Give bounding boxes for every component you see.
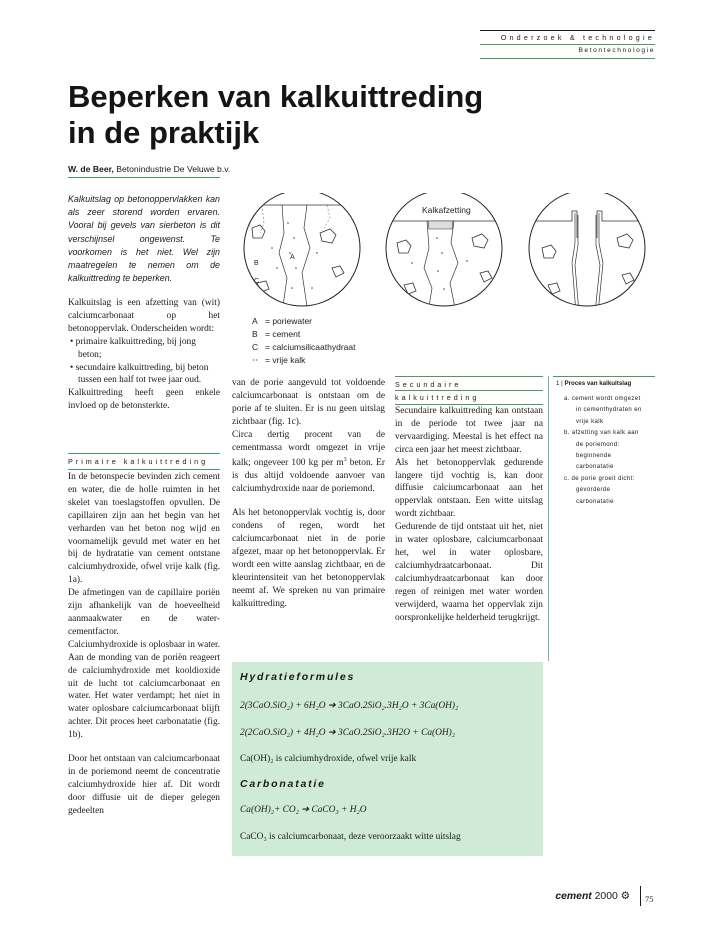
type-list (68, 336, 220, 388)
caption-line: de poriemond: (576, 441, 620, 448)
legend-text: = calciumsilicaathydraat (265, 342, 356, 352)
header-rule-mid (480, 44, 655, 45)
formula-line: Ca(OH)₂+ CO₂ ➔ CaCO₃ + H₂O (240, 805, 367, 815)
formula-note: CaCO₃ is calciumcarbonaat, deze veroorzaakt witte uitslag (240, 832, 461, 842)
heading-rule (68, 469, 220, 470)
page-number: 75 (645, 895, 654, 904)
formula-line: 2(3CaO.SiO₂) + 6H₂O ➔ 3CaO.2SiO₂.3H₂O + 3Ca(OH)₂ (240, 701, 459, 711)
caption-line: c. de porie groeit dicht: (564, 475, 635, 482)
caption-line: a. cement wordt omgezet (564, 396, 641, 402)
paragraph: Als het betonoppervlak gedurende langere tijd vochtig is, kan door diffusie calciumcarbonaat aan het oppervlak ontstaan. Een witte uitslag wordt zichtbaar. (395, 457, 543, 520)
opening-after: Kalkuittreding heeft geen enkele invloed op de betonsterkte. (68, 388, 220, 412)
author-name: W. de Beer, (68, 164, 114, 174)
byline-rule (68, 177, 220, 178)
title-line-2: in de praktijk (68, 115, 260, 150)
paragraph: De afmetingen van de capillaire poriën zijn afhankelijk van de hoeveelheid aanmaakwater en de water-cementfactor. (68, 588, 220, 637)
marker-c: C (254, 278, 260, 285)
formula-box (232, 662, 543, 856)
superscript: 3 (343, 457, 347, 464)
subsection-label: Betontechnologie (578, 47, 655, 54)
legend-key: B (252, 329, 258, 339)
figure-number: 1 | (556, 380, 563, 387)
paragraph: Secundaire kalkuittreding kan ontstaan in de periode tot twee jaar na vervaardiging. Meestal is het effect na circa een jaar het meest zichtbaar. (395, 406, 543, 455)
opening-paragraph (68, 297, 220, 413)
header-rule-top (480, 30, 655, 31)
figure-caption-title (556, 380, 631, 387)
footer-magazine (510, 890, 630, 902)
list-item: • secundaire kalkuittreding, bij beton tussen een half tot twee jaar oud. (70, 362, 209, 386)
legend-key: C (252, 342, 259, 352)
paragraph: Als het betonoppervlak vochtig is, door condens of regen, wordt het calciumcarbonaat niet in de porie afgezet, maar op het betonoppervlak. Er wordt een witte aanslag zichtbaar, en de kleurintensiteit van het betonoppervlak neemt af. We spreken nu van primaire kalkuittreding. (232, 508, 385, 609)
gear-icon: ⚙ (620, 891, 630, 902)
paragraph: van de porie aangevuld tot voldoende calciumcarbonaat is ontstaan om de porie af te sluiten. Er is nu geen uitslag zichtbaar (fig. 1c). (232, 378, 385, 427)
column-two (232, 377, 385, 611)
caption-line: vrije kalk (576, 418, 604, 425)
diagram-c (522, 211, 652, 313)
section-label: Onderzoek & technologie (500, 33, 655, 42)
caption-divider (548, 376, 549, 661)
heading-secundaire-2: kalkuittreding (395, 393, 480, 402)
intro-paragraph: Kalkuitslag op betonoppervlakken kan als zeer storend worden ervaren. Vooral bij gevels van sierbeton is dit verschijnsel ongewenst. Te voorkomen is het niet. Wel zijn maatregelen te nemen om de kalkuittreding te beperken. (68, 194, 220, 284)
caption-line: in cementhydraten en (576, 407, 642, 414)
legend-key: ⁺⁺ (252, 359, 259, 365)
paragraph-part: beton. Er is dus altijd voldoende aanvoer van calciumhydroxide naar de poriemond. (232, 458, 385, 495)
paragraph: Calciumhydroxide is oplosbaar in water. Aan de monding van de poriën reageert de calciumhydroxide met kooldioxide uit de lucht tot calciumcarbonaat en water. Het water verdampt; het niet in water oplosbare calciumcarbonaat blijft achter. Dit proces heet carbonatatie (fig. 1b). (68, 639, 220, 741)
author-org: Betonindustrie De Veluwe b.v. (113, 164, 231, 174)
list-item: • primaire kalkuittreding, bij jong beton; (70, 336, 196, 360)
paragraph (232, 429, 385, 497)
figure-title: Proces van kalkuitslag (562, 380, 632, 387)
legend-text: = vrije kalk (265, 355, 306, 365)
legend-key: A (252, 316, 258, 326)
article-title (68, 79, 538, 151)
paragraph: In de betonspecie bevinden zich cement en water, die de holle ruimten in het skelet van toeslagstoffen opvullen. De capillairen zijn aan het begin van het verharden van het beton nog wijd en voornamelijk gevuld met water en het bij de hydratatie van cement ontstane calciumhydroxide, ofwel vrije kalk (fig. 1a). (68, 472, 220, 586)
column-primaire (68, 471, 220, 818)
pore-process-diagrams (232, 193, 654, 375)
diagram-b (372, 221, 522, 313)
column-secundaire (395, 405, 543, 624)
heading-rule (68, 453, 220, 454)
caption-line: carbonatatie (576, 464, 614, 471)
marker-b: B (254, 260, 259, 267)
paragraph: Door het ontstaan van calciumcarbonaat in de poriemond neemt de concentratie calciumhydroxide hier af. Dit wordt door diffusie uit de dieper gelegen gedeelten (68, 754, 220, 816)
formula-line: 2(2CaO.SiO₂) + 4H₂O ➔ 3CaO.2SiO₂.3H2O + Ca(OH)₂ (240, 728, 456, 738)
caption-line: b. afzetting van kalk aan (564, 430, 639, 437)
paragraph: Gedurende de tijd ontstaat uit het, niet in water oplosbare, calciumcarbonaat het, wel in water oplosbare, calciumhydraatcarbonaat. Dit calciumhydraatcarbonaat kan door regen of reinigen met water worden verwijderd, waarna het oppervlak zijn oorspronkelijke helderheid terugkrijgt. (395, 522, 543, 623)
formula-heading-hydratie: Hydratieformules (240, 671, 356, 683)
byline (68, 164, 230, 174)
caption-rule (553, 376, 655, 377)
caption-line: beginnende (576, 453, 612, 460)
legend-text: = poriewater (265, 316, 313, 326)
label-kalkafzetting: Kalkafzetting (422, 205, 471, 215)
formula-heading-carbonatatie: Carbonatatie (240, 778, 326, 790)
figure-legend (252, 316, 356, 365)
caption-line: carbonatatie (576, 498, 614, 505)
magazine-year: 2000 (591, 891, 618, 902)
marker-a: A (290, 254, 295, 261)
legend-text: = cement (265, 329, 301, 339)
magazine-name: cement (555, 891, 592, 902)
caption-line: gevorderde (576, 487, 611, 494)
opening-text: Kalkuitslag is een afzetting van (wit) calciumcarbonaat op het betonoppervlak. Onderscheiden wordt: (68, 298, 220, 334)
paragraph-part: Circa dertig procent van de cementmassa wordt omgezet in vrije kalk; ongeveer 100 kg per m (232, 429, 385, 469)
footer-rule (640, 886, 641, 906)
heading-secundaire-1: Secundaire (395, 380, 462, 389)
heading-rule (395, 376, 543, 377)
heading-rule (395, 390, 543, 391)
heading-primaire: Primaire kalkuittreding (68, 457, 209, 466)
figure-caption-list (564, 394, 658, 508)
header-rule-bottom (480, 58, 655, 59)
formula-note: Ca(OH)₂ is calciumhydroxide, ofwel vrije kalk (240, 754, 417, 764)
title-line-1: Beperken van kalkuittreding (68, 79, 484, 114)
